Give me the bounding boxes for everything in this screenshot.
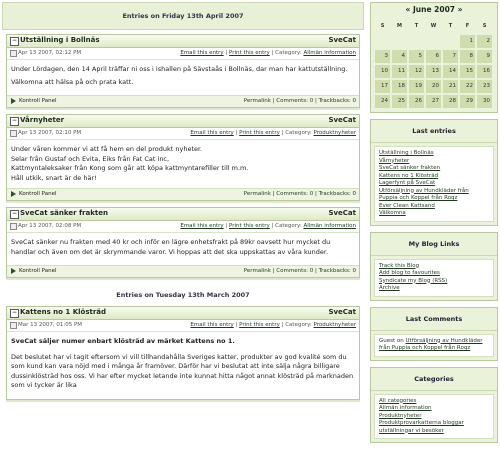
category-link[interactable]: Produktnyheter: [313, 130, 356, 136]
calendar-day[interactable]: 7: [443, 50, 458, 63]
main-column: [2, 2, 364, 406]
entry-paragraph: SveCat sänker nu frakten med 40 kr och inför en lägre enhetsfrakt på 89kr oavsett hur mycket du handlar och även om det är skrymmande varor. Vi hoppas att det ska uppskattas av våra kunder.: [11, 238, 331, 256]
calendar-day[interactable]: 23: [477, 80, 492, 93]
collapse-icon[interactable]: −: [11, 117, 18, 124]
print-entry-link[interactable]: Print this entry: [229, 223, 270, 229]
calendar-day[interactable]: 27: [426, 95, 441, 108]
calendar-empty-cell: [392, 35, 407, 48]
box-title: Categories: [371, 368, 497, 391]
last-entry-link[interactable]: Ever Clean Kattsand: [379, 202, 435, 209]
category-link[interactable]: Allmän information: [303, 223, 356, 229]
comments-link[interactable]: Comments: 0: [276, 98, 314, 104]
kontroll-panel-link[interactable]: Kontroll Panel: [19, 98, 57, 104]
entry-actions: Email this entry | Print this entry | Category: Produktnyheter: [190, 130, 356, 136]
permalink-link[interactable]: Permalink: [243, 98, 271, 104]
category-prefix: Category:: [275, 223, 302, 229]
blog-link[interactable]: Syndicate my Blog (RSS): [379, 277, 448, 284]
last-entry-link[interactable]: Utställning i Bollnäs: [379, 150, 434, 156]
last-entry-link[interactable]: Vårnyheter: [379, 157, 410, 164]
category-link[interactable]: Produktnyheter: [379, 412, 422, 419]
entry-header: [7, 115, 359, 128]
blog-link[interactable]: Archive: [379, 285, 400, 291]
email-entry-link[interactable]: Email this entry: [180, 223, 224, 229]
entry-title[interactable]: SveCat sänker frakten: [20, 209, 108, 217]
calendar-day[interactable]: 22: [460, 80, 475, 93]
box-title: Last entries: [371, 120, 497, 143]
entry-line: Håll utkik, snart är de här!: [11, 173, 97, 182]
calendar-day[interactable]: 10: [375, 65, 390, 78]
email-entry-link[interactable]: Email this entry: [190, 130, 234, 136]
last-entries-box: [370, 119, 498, 226]
calendar-empty-cell: [426, 35, 441, 48]
calendar-grid: [371, 17, 497, 112]
calendar-day[interactable]: 26: [409, 95, 424, 108]
date-banner: Entries on Friday 13th April 2007: [2, 2, 364, 30]
blog-links-box: [370, 232, 498, 301]
entry-footer: [7, 188, 359, 200]
entry-title[interactable]: Kattens no 1 Klösträd: [20, 308, 107, 316]
calendar-day[interactable]: 11: [392, 65, 407, 78]
calendar-icon: [10, 50, 17, 57]
sidebar: [370, 2, 498, 449]
category-link[interactable]: Produktnyheter: [313, 322, 356, 328]
comments-link[interactable]: Comments: 0: [276, 268, 314, 274]
last-comments-box: [370, 307, 498, 361]
calendar-empty-cell: [443, 35, 458, 48]
categories-list: [374, 394, 494, 440]
calendar-day[interactable]: 3: [375, 50, 390, 63]
calendar-day[interactable]: 5: [409, 50, 424, 63]
category-link[interactable]: Allmän information: [379, 405, 432, 411]
print-entry-link[interactable]: Print this entry: [239, 322, 280, 328]
entry-author: SveCat: [328, 36, 356, 44]
category-link[interactable]: utställningar vi besöker: [379, 427, 444, 434]
entry-body: [7, 140, 359, 188]
categories-box: [370, 367, 498, 444]
entry-meta: [7, 48, 359, 60]
arrow-right-icon: [11, 268, 16, 274]
entry-line: Under våren kommer vi att få hem en del produkt nyheter.: [11, 145, 203, 153]
calendar-day-header: T: [414, 23, 419, 29]
calendar-icon: [10, 130, 17, 137]
blog-link[interactable]: Track this Blog: [379, 262, 420, 269]
trackbacks-link[interactable]: Trackbacks: 0: [318, 98, 356, 104]
entry-author: SveCat: [328, 116, 356, 124]
last-entry-link[interactable]: Välkomna: [379, 210, 406, 216]
last-entry-link[interactable]: Kattens no 1 Klösträd: [379, 172, 439, 179]
entry-meta: [7, 221, 359, 233]
calendar-day[interactable]: 15: [460, 65, 475, 78]
entry-paragraph: Välkomna att hälsa på och prata katt.: [11, 77, 134, 86]
calendar-day[interactable]: 25: [392, 95, 407, 108]
calendar-day[interactable]: 29: [460, 95, 475, 108]
collapse-icon[interactable]: −: [11, 37, 18, 44]
calendar-day[interactable]: 13: [426, 65, 441, 78]
calendar-day[interactable]: 6: [426, 50, 441, 63]
calendar-day[interactable]: 9: [477, 50, 492, 63]
calendar-day[interactable]: 16: [477, 65, 492, 78]
calendar-day[interactable]: 8: [460, 50, 475, 63]
category-link[interactable]: Produktprovarkatterna bloggar: [379, 420, 464, 426]
calendar-icon: [10, 322, 17, 329]
entry-meta: [7, 128, 359, 140]
calendar-box: [370, 2, 498, 113]
entry-footer-links: Permalink | Comments: 0 | Trackbacks: 0: [243, 191, 356, 197]
blog-entry: [6, 34, 360, 108]
calendar-day-header: T: [448, 23, 453, 29]
last-entries-list: [374, 146, 494, 222]
calendar-day[interactable]: 14: [443, 65, 458, 78]
calendar-day[interactable]: 21: [443, 80, 458, 93]
entry-author: SveCat: [328, 308, 356, 316]
comments-link[interactable]: Comments: 0: [276, 191, 314, 197]
calendar-day[interactable]: 4: [392, 50, 407, 63]
arrow-right-icon: [11, 191, 16, 197]
email-entry-link[interactable]: Email this entry: [190, 322, 234, 328]
calendar-day[interactable]: 24: [375, 95, 390, 108]
calendar-day[interactable]: 20: [426, 80, 441, 93]
print-entry-link[interactable]: Print this entry: [239, 130, 280, 136]
entry-footer: [7, 95, 359, 107]
blog-entry: [6, 306, 360, 400]
entry-paragraph: Under Lördagen, den 14 April träffar ni oss i ishallen på Sävstaås i Bollnäs, dar man har kattutställning.: [11, 65, 348, 73]
calendar-day[interactable]: 28: [443, 95, 458, 108]
last-comments-list: [374, 334, 494, 357]
entry-footer-links: Permalink | Comments: 0 | Trackbacks: 0: [243, 98, 356, 104]
entry-body: [7, 60, 359, 95]
calendar-day-header: F: [465, 23, 470, 29]
calendar-icon: [10, 223, 17, 230]
collapse-icon[interactable]: −: [11, 210, 18, 217]
box-title: My Blog Links: [371, 233, 497, 256]
entry-actions: Email this entry | Print this entry | Category: Allmän information: [180, 50, 356, 56]
print-entry-link[interactable]: Print this entry: [229, 50, 270, 56]
collapse-icon[interactable]: −: [11, 309, 18, 316]
email-entry-link[interactable]: Email this entry: [180, 50, 224, 56]
entry-timestamp: Apr 13 2007, 02:08 PM: [18, 223, 82, 229]
entry-body: [7, 233, 359, 265]
entry-header: [7, 35, 359, 48]
last-entry-link[interactable]: SveCat sänker frakten: [379, 165, 441, 171]
entry-meta: [7, 320, 359, 332]
entry-footer: [7, 265, 359, 277]
calendar-day[interactable]: 18: [392, 80, 407, 93]
calendar-day-header: S: [482, 23, 487, 29]
last-entry-link[interactable]: Lagerfynt på SveCat: [379, 180, 436, 186]
kontroll-panel-link[interactable]: Kontroll Panel: [19, 268, 57, 274]
calendar-day-header: S: [380, 23, 385, 29]
category-link[interactable]: All categories: [379, 397, 417, 404]
entry-timestamp: Apr 13 2007, 02:10 PM: [18, 130, 82, 136]
category-prefix: Category:: [275, 50, 302, 56]
entry-line: Kattmyntaleksaker från Kong som går att köpa kattmyntarefiller till m.m.: [11, 164, 249, 172]
blog-links-list: [374, 259, 494, 297]
entry-header: [7, 208, 359, 221]
entry-actions: Email this entry | Print this entry | Category: Allmän information: [180, 223, 356, 229]
entry-paragraph: Det beslutet har vi tagit eftersom vi vill tillhandahålla Sveriges katter, produkter av god kvalité som du som kund kan vara nöjd med i många år framöver. Därför har vi beslutat att inte sälja några billigare dussinklösträd hos oss. Vi har efter mycket letande inte kunnat hitta något annat klösträd på marknaden som vi tycker är lika: [11, 352, 354, 389]
calendar-day[interactable]: 2: [477, 35, 492, 48]
category-prefix: Category:: [285, 130, 312, 136]
entry-footer-links: Permalink | Comments: 0 | Trackbacks: 0: [243, 268, 356, 274]
entry-actions: Email this entry | Print this entry | Category: Produktnyheter: [190, 322, 356, 328]
entry-timestamp: Mar 13 2007, 01:05 PM: [18, 322, 83, 328]
trackbacks-link[interactable]: Trackbacks: 0: [318, 268, 356, 274]
date-banner: Entries on Tuesday 13th March 2007: [116, 291, 250, 299]
calendar-day[interactable]: 1: [460, 35, 475, 48]
box-title: Last Comments: [371, 308, 497, 331]
entry-author: SveCat: [328, 209, 356, 217]
entry-title[interactable]: Vårnyheter: [20, 116, 65, 124]
comment-link[interactable]: Utförsäljning av Hundkläder från Puppia och Koppel från Roqz: [379, 337, 483, 351]
calendar-day[interactable]: 19: [409, 80, 424, 93]
trackbacks-link[interactable]: Trackbacks: 0: [318, 191, 356, 197]
last-entry-link[interactable]: Utförsäljning av Hundkläder från Puppia och Koppel från Roqz: [379, 187, 469, 201]
calendar-day[interactable]: 30: [477, 95, 492, 108]
calendar-day[interactable]: 12: [409, 65, 424, 78]
calendar-month[interactable]: « June 2007 »: [405, 5, 463, 14]
category-link[interactable]: Allmän information: [303, 50, 356, 56]
comment-prefix: Guest on: [379, 337, 406, 344]
entry-title[interactable]: Utställning i Bollnäs: [20, 36, 100, 44]
calendar-empty-cell: [409, 35, 424, 48]
category-prefix: Category:: [285, 322, 312, 328]
blog-entry: [6, 207, 360, 278]
entry-lead: SveCat säljer numer enbart klösträd av märket Kattens no 1.: [11, 337, 235, 345]
calendar-day[interactable]: 17: [375, 80, 390, 93]
calendar-empty-cell: [375, 35, 390, 48]
arrow-right-icon: [11, 98, 16, 104]
calendar-day-header: W: [430, 23, 437, 29]
entry-timestamp: Apr 13 2007, 02:12 PM: [18, 50, 82, 56]
entry-line: Selar från Gustaf och Evita, Eiks från Fat Cat inc,: [11, 154, 170, 163]
blog-entry: [6, 114, 360, 201]
entry-body: [7, 332, 359, 399]
kontroll-panel-link[interactable]: Kontroll Panel: [19, 191, 57, 197]
entry-header: [7, 307, 359, 320]
blog-link[interactable]: Add blog to favourites: [379, 270, 440, 276]
permalink-link[interactable]: Permalink: [243, 268, 271, 274]
permalink-link[interactable]: Permalink: [243, 191, 271, 197]
calendar-day-header: M: [397, 23, 402, 29]
